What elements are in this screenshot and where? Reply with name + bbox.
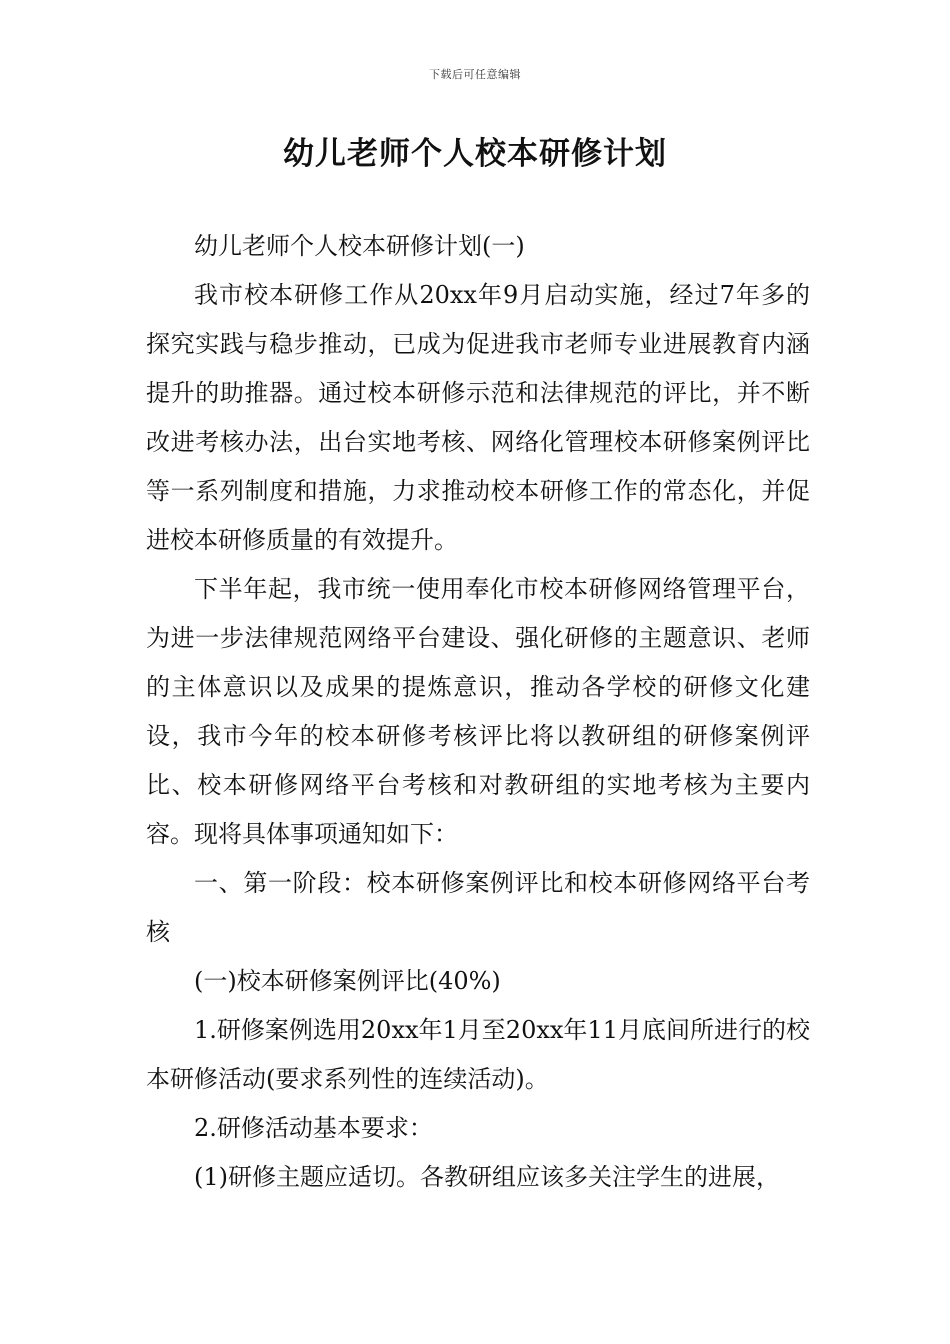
paragraph-item-1: 1.研修案例选用20xx年1月至20xx年11月底间所进行的校本研修活动(要求系列性的连续活动)。 (146, 1016, 810, 1093)
paragraph-case-evaluation: (一)校本研修案例评比(40%) (194, 967, 501, 995)
paragraph-intro: 我市校本研修工作从20xx年9月启动实施，经过7年多的探究实践与稳步推动，已成为促进我市老师专业进展教育内涵提升的助推器。通过校本研修示范和法律规范的评比，并不断改进考核办法，出台实地考核、网络化管理校本研修案例评比等一系列制度和措施，力求推动校本研修工作的常态化，并促进校本研修质量的有效提升。 (146, 281, 810, 554)
paragraph-item-2-1: (1)研修主题应适切。各教研组应该多关注学生的进展， (194, 1163, 780, 1191)
paragraph-subtitle: 幼儿老师个人校本研修计划(一) (194, 232, 525, 260)
paragraph-item-2: 2.研修活动基本要求： (194, 1114, 433, 1142)
paragraph-platform: 下半年起，我市统一使用奉化市校本研修网络管理平台，为进一步法律规范网络平台建设、强化研修的主题意识、老师的主体意识以及成果的提炼意识，推动各学校的研修文化建设，我市今年的校本研修考核评比将以教研组的研修案例评比、校本研修网络平台考核和对教研组的实地考核为主要内容。现将具体事项通知如下： (146, 575, 810, 848)
paragraph-stage-one: 一、第一阶段：校本研修案例评比和校本研修网络平台考核 (146, 869, 810, 946)
header-note: 下载后可任意编辑 (429, 68, 521, 81)
document-title: 幼儿老师个人校本研修计划 (283, 136, 667, 172)
document-body (146, 222, 810, 1202)
